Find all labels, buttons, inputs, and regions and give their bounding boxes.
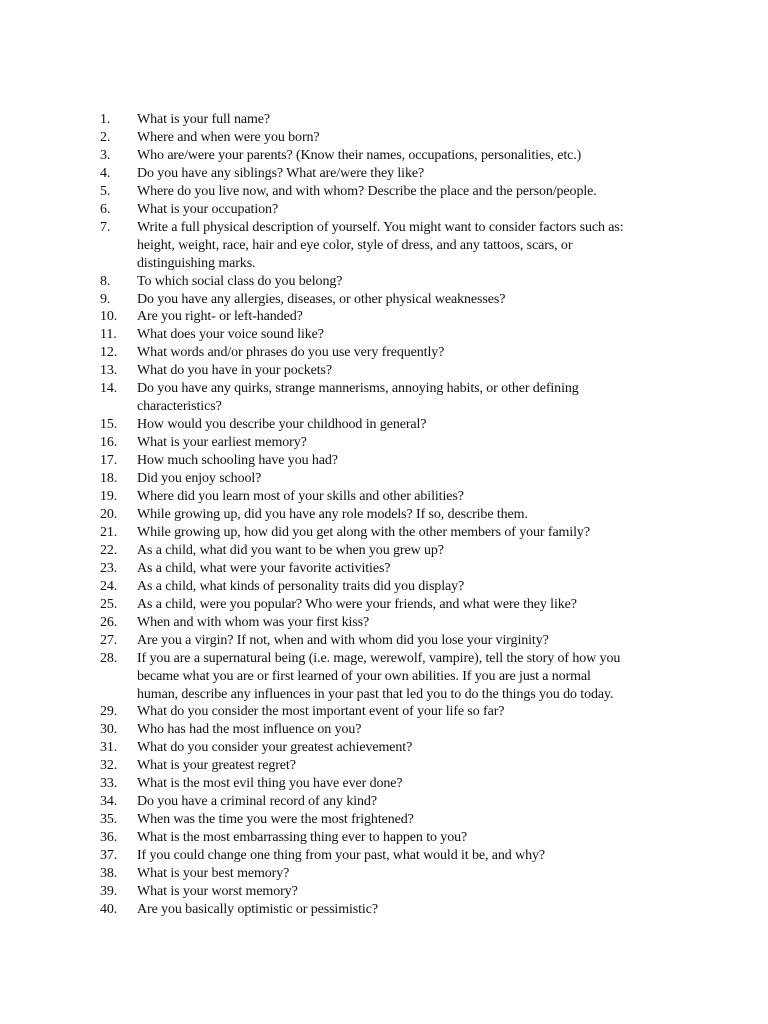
question-text <box>137 380 675 416</box>
question-text <box>137 219 675 273</box>
question-text-line: What is your full name? <box>137 112 270 127</box>
question-text-line: Did you enjoy school? <box>137 471 262 487</box>
question-text <box>137 344 675 362</box>
question-number: 23. <box>100 560 118 576</box>
question-number: 37. <box>100 848 118 864</box>
question-item <box>100 362 675 380</box>
question-number: 28. <box>100 650 118 666</box>
question-item <box>100 488 675 506</box>
question-text <box>137 452 675 470</box>
question-text <box>137 434 675 452</box>
question-list <box>100 111 675 919</box>
question-number: 2. <box>100 129 111 145</box>
question-item <box>100 470 675 488</box>
question-text-line: What do you have in your pockets? <box>137 363 332 379</box>
question-item <box>100 757 675 775</box>
question-item <box>100 344 675 362</box>
question-text-line: human, describe any influences in your past that led you to do the things you do today. <box>137 686 614 702</box>
question-number: 29. <box>100 704 118 720</box>
question-text-line: As a child, were you popular? Who were your friends, and what were they like? <box>137 596 577 612</box>
question-number: 15. <box>100 417 118 433</box>
question-item <box>100 380 675 416</box>
question-text-line: When was the time you were the most frightened? <box>137 812 414 828</box>
question-item <box>100 578 675 596</box>
question-text <box>137 506 675 524</box>
question-number: 33. <box>100 776 118 792</box>
question-text <box>137 488 675 506</box>
question-text-line: Do you have any quirks, strange mannerisms, annoying habits, or other defining <box>137 381 579 397</box>
question-item <box>100 721 675 739</box>
question-text-line: Who are/were your parents? (Know their names, occupations, personalities, etc.) <box>137 147 582 163</box>
question-text-line: While growing up, how did you get along with the other members of your family? <box>137 524 590 540</box>
question-number: 9. <box>100 291 111 307</box>
question-item <box>100 219 675 273</box>
question-item <box>100 883 675 901</box>
question-number: 40. <box>100 901 118 917</box>
question-text <box>137 865 675 883</box>
question-text <box>137 847 675 865</box>
question-item <box>100 596 675 614</box>
question-number: 14. <box>100 381 118 397</box>
question-text <box>137 362 675 380</box>
question-text <box>137 524 675 542</box>
question-number: 12. <box>100 345 118 361</box>
question-item <box>100 111 675 129</box>
question-item <box>100 506 675 524</box>
question-item <box>100 775 675 793</box>
question-number: 6. <box>100 201 111 217</box>
question-number: 8. <box>100 273 111 289</box>
question-text-line: Write a full physical description of yourself. You might want to consider factors such as: <box>137 219 624 235</box>
question-item <box>100 560 675 578</box>
question-number: 1. <box>100 112 111 127</box>
question-item <box>100 326 675 344</box>
question-item <box>100 829 675 847</box>
question-number: 36. <box>100 830 118 846</box>
question-text-line: What is the most embarrassing thing ever to happen to you? <box>137 830 468 846</box>
question-text-line: What is the most evil thing you have ever done? <box>137 776 403 792</box>
question-text <box>137 183 675 201</box>
question-text-line: What is your worst memory? <box>137 883 298 899</box>
question-item <box>100 739 675 757</box>
question-item <box>100 452 675 470</box>
question-item <box>100 524 675 542</box>
question-number: 11. <box>100 327 117 343</box>
question-text-line: If you could change one thing from your past, what would it be, and why? <box>137 848 546 864</box>
question-number: 4. <box>100 165 111 181</box>
question-number: 21. <box>100 524 118 540</box>
question-item <box>100 811 675 829</box>
question-item <box>100 147 675 165</box>
question-text-line: Do you have a criminal record of any kind? <box>137 794 377 810</box>
question-number: 10. <box>100 309 118 325</box>
question-text-line: As a child, what did you want to be when you grew up? <box>137 542 444 558</box>
question-number: 16. <box>100 435 118 451</box>
question-text <box>137 811 675 829</box>
question-text <box>137 470 675 488</box>
question-item <box>100 650 675 704</box>
question-text-line: Where do you live now, and with whom? Describe the place and the person/people. <box>137 183 597 199</box>
question-text <box>137 291 675 309</box>
question-text-line: Where and when were you born? <box>137 129 320 145</box>
question-number: 30. <box>100 722 118 738</box>
question-text <box>137 201 675 219</box>
question-number: 26. <box>100 614 118 630</box>
question-item <box>100 416 675 434</box>
question-number: 31. <box>100 740 118 756</box>
question-text-line: What do you consider the most important event of your life so far? <box>137 704 505 720</box>
question-item <box>100 129 675 147</box>
question-number: 3. <box>100 147 111 163</box>
question-text <box>137 793 675 811</box>
question-text-line: Do you have any allergies, diseases, or other physical weaknesses? <box>137 291 506 307</box>
question-text-line: Who has had the most influence on you? <box>137 722 362 738</box>
question-number: 38. <box>100 866 118 882</box>
question-text-line: Are you basically optimistic or pessimistic? <box>137 901 378 917</box>
question-text <box>137 901 675 919</box>
question-text-line: What does your voice sound like? <box>137 327 324 343</box>
question-text-line: Are you right- or left-handed? <box>137 309 303 325</box>
question-text <box>137 578 675 596</box>
question-text-line: How much schooling have you had? <box>137 453 338 469</box>
question-item <box>100 434 675 452</box>
question-number: 34. <box>100 794 118 810</box>
question-number: 35. <box>100 812 118 828</box>
question-text <box>137 632 675 650</box>
question-text-line: What is your occupation? <box>137 201 279 217</box>
question-text-line: What is your greatest regret? <box>137 758 296 774</box>
question-text-line: When and with whom was your first kiss? <box>137 614 370 630</box>
question-item <box>100 201 675 219</box>
question-text <box>137 165 675 183</box>
question-item <box>100 793 675 811</box>
question-number: 5. <box>100 183 111 199</box>
question-number: 22. <box>100 542 118 558</box>
question-text <box>137 883 675 901</box>
question-text-line: How would you describe your childhood in general? <box>137 417 427 433</box>
question-text <box>137 308 675 326</box>
question-number: 24. <box>100 578 118 594</box>
question-number: 18. <box>100 471 118 487</box>
question-text <box>137 542 675 560</box>
question-item <box>100 542 675 560</box>
question-item <box>100 703 675 721</box>
question-text-line: What is your best memory? <box>137 866 290 882</box>
question-text <box>137 775 675 793</box>
question-item <box>100 165 675 183</box>
question-text <box>137 596 675 614</box>
question-text <box>137 703 675 721</box>
question-text <box>137 416 675 434</box>
question-text <box>137 829 675 847</box>
question-text-line: distinguishing marks. <box>137 255 256 271</box>
question-number: 20. <box>100 506 118 522</box>
question-item <box>100 273 675 291</box>
question-item <box>100 865 675 883</box>
question-text-line: To which social class do you belong? <box>137 273 343 289</box>
question-text <box>137 147 675 165</box>
question-text-line: As a child, what were your favorite activities? <box>137 560 391 576</box>
question-item <box>100 308 675 326</box>
question-number: 25. <box>100 596 118 612</box>
question-text <box>137 757 675 775</box>
question-text-line: What words and/or phrases do you use very frequently? <box>137 345 445 361</box>
question-text-line: Are you a virgin? If not, when and with whom did you lose your virginity? <box>137 632 549 648</box>
question-text-line: What do you consider your greatest achievement? <box>137 740 413 756</box>
question-text <box>137 614 675 632</box>
question-item <box>100 901 675 919</box>
question-text-line: As a child, what kinds of personality traits did you display? <box>137 578 465 594</box>
question-item <box>100 183 675 201</box>
question-item <box>100 847 675 865</box>
question-text-line: Where did you learn most of your skills and other abilities? <box>137 489 464 505</box>
question-text <box>137 273 675 291</box>
question-text <box>137 721 675 739</box>
question-number: 19. <box>100 489 118 505</box>
question-text <box>137 326 675 344</box>
question-number: 13. <box>100 363 118 379</box>
question-number: 17. <box>100 453 118 469</box>
question-text <box>137 129 675 147</box>
question-number: 27. <box>100 632 118 648</box>
question-item <box>100 614 675 632</box>
question-text-line: height, weight, race, hair and eye color, style of dress, and any tattoos, scars, or <box>137 237 573 253</box>
question-number: 32. <box>100 758 118 774</box>
question-text <box>137 650 675 704</box>
question-text-line: What is your earliest memory? <box>137 435 307 451</box>
question-item <box>100 632 675 650</box>
question-text <box>137 111 675 129</box>
question-text <box>137 560 675 578</box>
question-text-line: characteristics? <box>137 399 222 415</box>
question-number: 39. <box>100 883 118 899</box>
question-text <box>137 739 675 757</box>
question-text-line: Do you have any siblings? What are/were they like? <box>137 165 425 181</box>
question-number: 7. <box>100 219 111 235</box>
question-item <box>100 291 675 309</box>
question-text-line: While growing up, did you have any role models? If so, describe them. <box>137 506 528 522</box>
question-text-line: became what you are or first learned of your own abilities. If you are just a normal <box>137 668 591 684</box>
question-text-line: If you are a supernatural being (i.e. mage, werewolf, vampire), tell the story of how you <box>137 650 621 666</box>
